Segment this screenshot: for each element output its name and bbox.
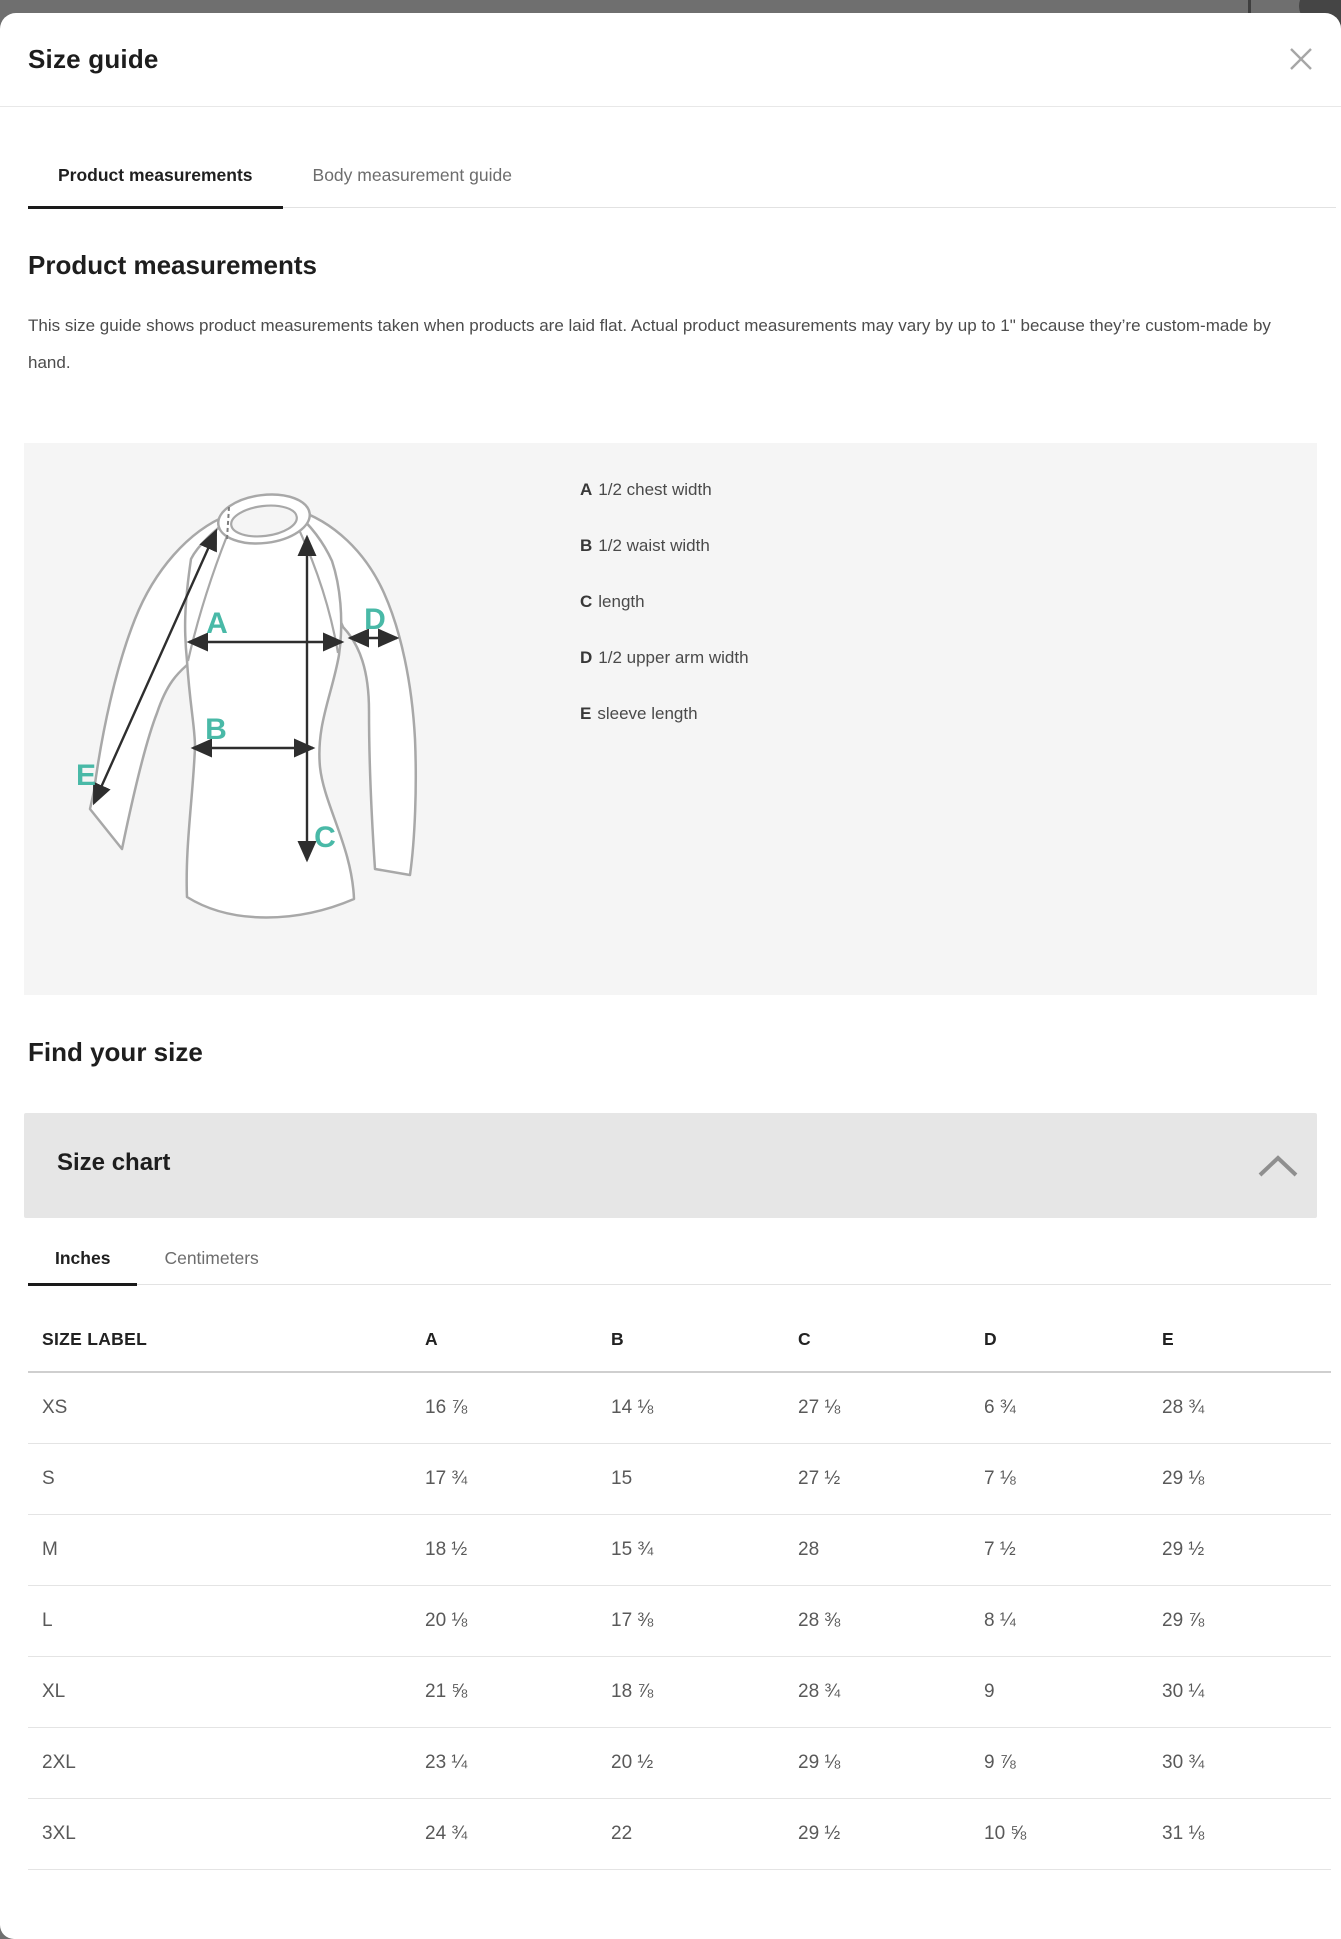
value-e: 30 ¼ [1162,1681,1205,1702]
table-row-m [28,1515,1331,1586]
value-d: 10 ⅝ [984,1823,1027,1844]
value-a: 24 ¾ [425,1823,468,1844]
value-a: 20 ⅛ [425,1610,468,1631]
close-icon [1287,45,1315,73]
legend-label: 1/2 waist width [598,536,710,555]
legend-item-d [580,647,749,669]
size-chart-title: Size chart [57,1149,171,1176]
section-description: This size guide shows product measurements taken when products are laid flat. Actual product measurements may vary by up to 1" because they’re custom-made by hand. [28,316,1271,372]
tab-product-measurements[interactable]: Product measurements [28,165,283,207]
legend-letter: D [580,648,593,667]
value-b: 14 ⅛ [611,1397,654,1418]
table-row-l [28,1586,1331,1657]
table-body [28,1373,1331,1870]
main-tabs [28,165,1336,208]
legend-item-a [580,479,749,501]
value-b: 22 [611,1823,633,1844]
table-row-s [28,1444,1331,1515]
value-e: 31 ⅛ [1162,1823,1205,1844]
size-label: 2XL [42,1752,76,1773]
shirt-measurement-diagram [36,443,556,983]
value-a: 17 ¾ [425,1468,468,1489]
value-e: 29 ⅛ [1162,1468,1205,1489]
table-row-3xl [28,1799,1331,1870]
table-row-xl [28,1657,1331,1728]
legend-letter: E [580,704,592,723]
value-b: 20 ½ [611,1752,654,1773]
value-b: 15 ¾ [611,1539,654,1560]
value-c: 27 ⅛ [798,1397,841,1418]
size-guide-modal [0,13,1341,1939]
tab-body-measurement-guide[interactable]: Body measurement guide [283,165,542,207]
value-c: 28 ⅜ [798,1610,841,1631]
value-d: 7 ⅛ [984,1468,1016,1489]
table-header-row [28,1285,1331,1373]
value-d: 6 ¾ [984,1397,1016,1418]
size-label: L [42,1610,53,1631]
legend-label: 1/2 chest width [598,480,712,499]
column-header-c: C [798,1329,811,1349]
size-label: XS [42,1397,68,1418]
value-d: 7 ½ [984,1539,1016,1560]
find-your-size-heading: Find your size [28,1037,203,1067]
column-header-b: B [611,1329,624,1349]
value-d: 9 [984,1681,995,1702]
value-b: 15 [611,1468,633,1489]
backdrop-divider [1248,0,1251,14]
column-header-a: A [425,1329,438,1349]
value-c: 29 ½ [798,1823,841,1844]
size-chart-accordion-header[interactable] [24,1113,1317,1218]
legend-letter: A [580,480,593,499]
marker-letter-d: D [364,603,386,636]
modal-content [0,250,1341,1870]
value-b: 18 ⅞ [611,1681,654,1702]
legend-item-b [580,535,749,557]
tab-centimeters[interactable]: Centimeters [137,1248,285,1284]
modal-header [0,13,1341,107]
size-label: S [42,1468,55,1489]
diagram-legend [580,479,749,725]
size-label: 3XL [42,1823,76,1844]
legend-item-e [580,703,749,725]
value-c: 29 ⅛ [798,1752,841,1773]
chevron-up-icon [1257,1153,1299,1179]
value-e: 29 ½ [1162,1539,1205,1560]
modal-title: Size guide [28,44,159,74]
tab-inches[interactable]: Inches [28,1248,137,1284]
value-e: 29 ⅞ [1162,1610,1205,1631]
table-row-2xl [28,1728,1331,1799]
value-c: 27 ½ [798,1468,841,1489]
value-a: 23 ¼ [425,1752,468,1773]
size-label: XL [42,1681,66,1702]
table-row-xs [28,1373,1331,1444]
marker-letter-c: C [314,821,336,854]
value-e: 30 ¾ [1162,1752,1205,1773]
size-label: M [42,1539,58,1560]
legend-letter: C [580,592,593,611]
legend-label: length [598,592,645,611]
marker-letter-b: B [205,713,227,746]
unit-tabs [28,1248,1331,1285]
value-c: 28 ¾ [798,1681,841,1702]
measurement-diagram-panel [24,443,1317,995]
close-button[interactable] [1286,45,1316,75]
section-heading-product-measurements: Product measurements [28,250,317,280]
legend-item-c [580,591,749,613]
value-d: 8 ¼ [984,1610,1016,1631]
marker-letter-e: E [75,759,97,792]
value-a: 16 ⅞ [425,1397,468,1418]
marker-letter-a: A [206,607,228,640]
value-a: 21 ⅝ [425,1681,468,1702]
value-a: 18 ½ [425,1539,468,1560]
legend-letter: B [580,536,593,555]
value-d: 9 ⅞ [984,1752,1016,1773]
column-header-e: E [1162,1329,1174,1349]
legend-label: 1/2 upper arm width [598,648,749,667]
value-c: 28 [798,1539,820,1560]
legend-label: sleeve length [597,704,698,723]
column-header-d: D [984,1329,997,1349]
value-b: 17 ⅜ [611,1610,654,1631]
column-header-size-label: SIZE LABEL [42,1329,148,1349]
value-e: 28 ¾ [1162,1397,1205,1418]
size-table [28,1285,1331,1870]
